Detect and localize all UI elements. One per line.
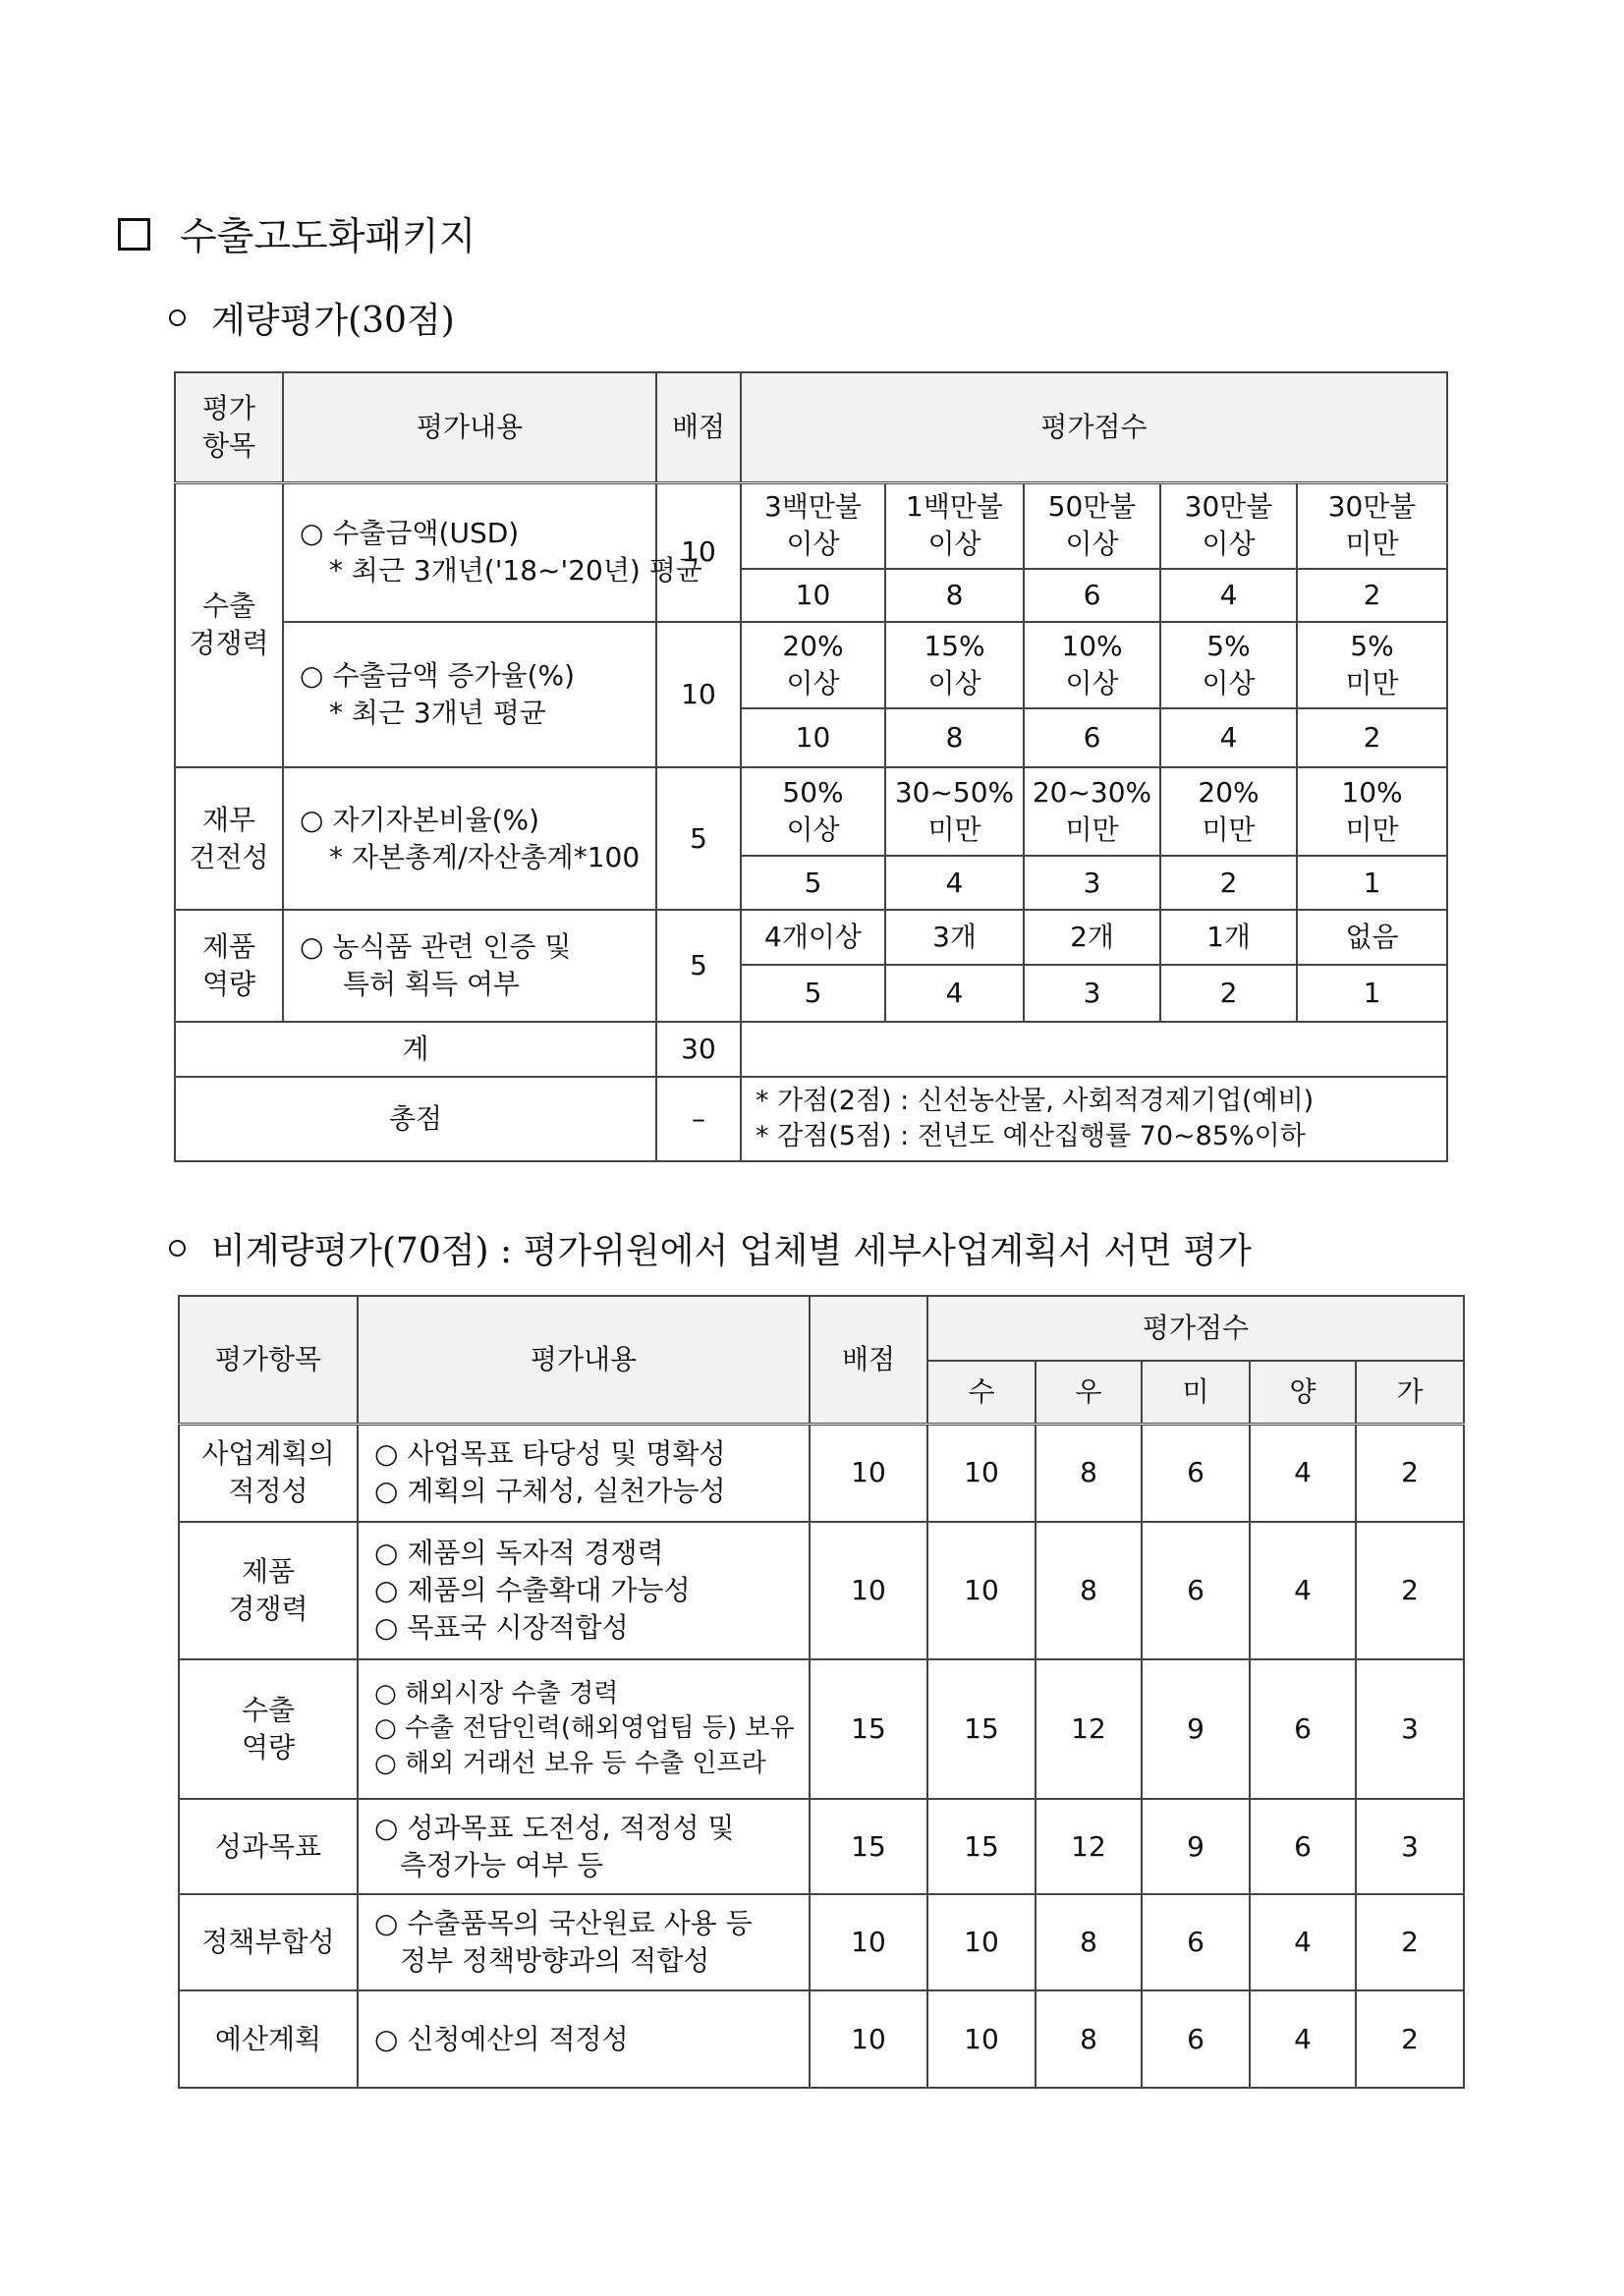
content-certification: ○ 농식품 관련 인증 및 특허 획득 여부 — [283, 910, 656, 1022]
header-content: 평가내용 — [358, 1296, 810, 1424]
score-cell: 2 — [1356, 1990, 1464, 2088]
heading-text: 수출고도화패키지 — [180, 215, 476, 259]
grand-total-points: – — [656, 1077, 741, 1161]
tier-cell: 10% 미만 — [1297, 767, 1447, 856]
checkbox-square-icon — [118, 218, 150, 251]
score-cell: 15 — [927, 1799, 1036, 1894]
grade-header: 수 — [927, 1361, 1036, 1424]
header-points: 배점 — [656, 372, 741, 482]
qualitative-title — [169, 1223, 1252, 1273]
total-points: 30 — [656, 1022, 741, 1077]
score-cell: 2 — [1160, 856, 1297, 910]
tier-cell: 10% 이상 — [1024, 622, 1160, 708]
score-cell: 4 — [1160, 708, 1297, 767]
score-cell: 4 — [1160, 569, 1297, 622]
score-cell: 1 — [1297, 965, 1447, 1022]
score-cell: 4 — [885, 965, 1024, 1022]
score-cell: 8 — [885, 708, 1024, 767]
content-export-growth: ○ 수출금액 증가율(%) * 최근 3개년 평균 — [283, 622, 656, 767]
grade-header: 우 — [1036, 1361, 1142, 1424]
tier-cell: 20~30% 미만 — [1024, 767, 1160, 856]
tier-cell: 30만불 이상 — [1160, 482, 1297, 569]
item-cell: 사업계획의 적정성 — [179, 1424, 358, 1522]
score-cell: 4 — [1250, 1990, 1356, 2088]
score-cell: 4 — [885, 856, 1024, 910]
tier-cell: 1백만불 이상 — [885, 482, 1024, 569]
quantitative-title — [169, 293, 455, 343]
qualitative-title-text: 비계량평가(70점) : 평가위원에서 업체별 세부사업계획서 서면 평가 — [211, 1231, 1252, 1271]
header-score: 평가점수 — [927, 1296, 1464, 1361]
score-cell: 8 — [1036, 1894, 1142, 1990]
points-export-growth: 10 — [656, 622, 741, 767]
category-financial-soundness: 재무 건전성 — [175, 767, 283, 910]
tier-cell: 없음 — [1297, 910, 1447, 965]
header-item: 평가항목 — [179, 1296, 358, 1424]
points-export-amount: 10 — [656, 482, 741, 622]
circle-bullet-icon — [169, 1240, 186, 1257]
score-cell: 6 — [1024, 708, 1160, 767]
grand-total-label: 총점 — [175, 1077, 656, 1161]
score-cell: 2 — [1356, 1424, 1464, 1522]
content-cell: ○ 제품의 독자적 경쟁력 ○ 제품의 수출확대 가능성 ○ 목표국 시장적합성 — [358, 1522, 810, 1659]
score-cell: 10 — [741, 708, 885, 767]
score-cell: 1 — [1297, 856, 1447, 910]
tier-cell: 5% 미만 — [1297, 622, 1447, 708]
score-cell: 4 — [1250, 1522, 1356, 1659]
table-row — [179, 1894, 1464, 1990]
grand-total-notes: * 가점(2점) : 신선농산물, 사회적경제기업(예비) * 감점(5점) : 전년도 예산집행률 70~85%이하 — [741, 1077, 1447, 1161]
tier-cell: 30~50% 미만 — [885, 767, 1024, 856]
score-cell: 9 — [1142, 1659, 1250, 1799]
content-export-amount: ○ 수출금액(USD) * 최근 3개년('18~'20년) 평균 — [283, 482, 656, 622]
score-cell: 10 — [741, 569, 885, 622]
content-cell: ○ 수출품목의 국산원료 사용 등 정부 정책방향과의 적합성 — [358, 1894, 810, 1990]
score-cell: 8 — [1036, 1522, 1142, 1659]
table-row — [179, 1990, 1464, 2088]
score-cell: 15 — [927, 1659, 1036, 1799]
score-cell: 10 — [927, 1990, 1036, 2088]
qualitative-table — [178, 1295, 1465, 2089]
score-cell: 6 — [1250, 1799, 1356, 1894]
category-export-competitiveness: 수출 경쟁력 — [175, 482, 283, 767]
table-row — [179, 1424, 1464, 1522]
item-cell: 수출 역량 — [179, 1659, 358, 1799]
score-cell: 6 — [1142, 1894, 1250, 1990]
score-cell: 6 — [1142, 1990, 1250, 2088]
grade-header: 양 — [1250, 1361, 1356, 1424]
circle-bullet-icon — [169, 309, 186, 326]
points-cell: 10 — [810, 1522, 927, 1659]
score-cell: 2 — [1297, 708, 1447, 767]
tier-cell: 3백만불 이상 — [741, 482, 885, 569]
item-cell: 예산계획 — [179, 1990, 358, 2088]
score-cell: 10 — [927, 1522, 1036, 1659]
section-heading — [118, 206, 476, 261]
item-cell: 성과목표 — [179, 1799, 358, 1894]
score-cell: 8 — [1036, 1990, 1142, 2088]
item-cell: 제품 경쟁력 — [179, 1522, 358, 1659]
score-cell: 5 — [741, 856, 885, 910]
content-cell: ○ 해외시장 수출 경력 ○ 수출 전담인력(해외영업팀 등) 보유 ○ 해외 거래선 보유 등 수출 인프라 — [358, 1659, 810, 1799]
header-item: 평가 항목 — [175, 372, 283, 482]
score-cell: 2 — [1356, 1522, 1464, 1659]
category-product-capability: 제품 역량 — [175, 910, 283, 1022]
points-cell: 10 — [810, 1424, 927, 1522]
score-cell: 12 — [1036, 1659, 1142, 1799]
tier-cell: 4개이상 — [741, 910, 885, 965]
item-cell: 정책부합성 — [179, 1894, 358, 1990]
points-certification: 5 — [656, 910, 741, 1022]
score-cell: 12 — [1036, 1799, 1142, 1894]
score-cell: 4 — [1250, 1894, 1356, 1990]
tier-cell: 50만불 이상 — [1024, 482, 1160, 569]
score-cell: 3 — [1356, 1799, 1464, 1894]
tier-cell: 50% 이상 — [741, 767, 885, 856]
points-cell: 10 — [810, 1894, 927, 1990]
table-row — [179, 1799, 1464, 1894]
score-cell: 3 — [1356, 1659, 1464, 1799]
tier-cell: 2개 — [1024, 910, 1160, 965]
header-points: 배점 — [810, 1296, 927, 1424]
content-equity-ratio: ○ 자기자본비율(%) * 자본총계/자산총계*100 — [283, 767, 656, 910]
score-cell: 4 — [1250, 1424, 1356, 1522]
total-label: 계 — [175, 1022, 656, 1077]
points-equity-ratio: 5 — [656, 767, 741, 910]
points-cell: 15 — [810, 1659, 927, 1799]
table-row — [179, 1659, 1464, 1799]
header-content: 평가내용 — [283, 372, 656, 482]
tier-cell: 1개 — [1160, 910, 1297, 965]
score-cell: 8 — [1036, 1424, 1142, 1522]
grade-header: 미 — [1142, 1361, 1250, 1424]
score-cell: 2 — [1160, 965, 1297, 1022]
score-cell: 6 — [1250, 1659, 1356, 1799]
tier-cell: 30만불 미만 — [1297, 482, 1447, 569]
score-cell: 2 — [1356, 1894, 1464, 1990]
content-cell: ○ 사업목표 타당성 및 명확성 ○ 계획의 구체성, 실천가능성 — [358, 1424, 810, 1522]
total-empty — [741, 1022, 1447, 1077]
score-cell: 2 — [1297, 569, 1447, 622]
grade-header: 가 — [1356, 1361, 1464, 1424]
quantitative-table — [174, 371, 1448, 1162]
tier-cell: 15% 이상 — [885, 622, 1024, 708]
score-cell: 6 — [1142, 1522, 1250, 1659]
points-cell: 10 — [810, 1990, 927, 2088]
points-cell: 15 — [810, 1799, 927, 1894]
score-cell: 3 — [1024, 965, 1160, 1022]
score-cell: 10 — [927, 1894, 1036, 1990]
score-cell: 8 — [885, 569, 1024, 622]
tier-cell: 20% 미만 — [1160, 767, 1297, 856]
tier-cell: 5% 이상 — [1160, 622, 1297, 708]
tier-cell: 3개 — [885, 910, 1024, 965]
table-row — [179, 1522, 1464, 1659]
score-cell: 6 — [1024, 569, 1160, 622]
score-cell: 10 — [927, 1424, 1036, 1522]
content-cell: ○ 신청예산의 적정성 — [358, 1990, 810, 2088]
content-cell: ○ 성과목표 도전성, 적정성 및 측정가능 여부 등 — [358, 1799, 810, 1894]
score-cell: 3 — [1024, 856, 1160, 910]
score-cell: 5 — [741, 965, 885, 1022]
score-cell: 6 — [1142, 1424, 1250, 1522]
header-score: 평가점수 — [741, 372, 1447, 482]
score-cell: 9 — [1142, 1799, 1250, 1894]
quantitative-title-text: 계량평가(30점) — [211, 301, 455, 341]
tier-cell: 20% 이상 — [741, 622, 885, 708]
